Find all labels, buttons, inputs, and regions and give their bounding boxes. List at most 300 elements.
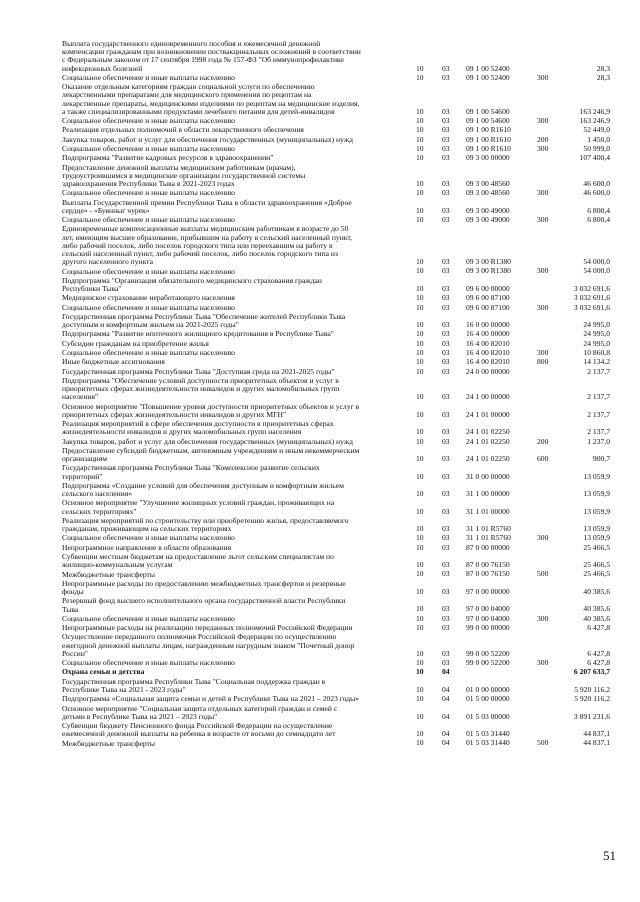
row-name: Государственная программа Республики Тыва "Комплексное развитие сельских территорий"	[62, 463, 320, 481]
row-subsection: 03	[442, 454, 450, 464]
row-section: 10	[416, 560, 424, 570]
row-target-code: 09 1 00 54600	[466, 116, 510, 126]
row-section: 10	[416, 506, 424, 516]
row-section: 10	[416, 134, 424, 144]
row-expense-type: 500	[537, 569, 549, 579]
table-row	[62, 633, 610, 658]
table-row	[62, 368, 610, 376]
table-row	[62, 349, 610, 357]
row-subsection: 03	[442, 106, 450, 116]
row-subsection: 03	[442, 533, 450, 543]
row-expense-type: 300	[537, 613, 549, 623]
row-subsection: 03	[442, 134, 450, 144]
row-subsection: 03	[442, 215, 450, 225]
row-section: 10	[416, 542, 424, 552]
row-subsection: 04	[442, 729, 450, 739]
row-name: Социальное обеспечение и иные выплаты населению	[62, 215, 235, 225]
table-row	[62, 464, 610, 480]
row-section: 10	[416, 205, 424, 215]
row-amount: 5 920 116,2	[574, 684, 610, 694]
row-name: Оказание отдельным категориям граждан социальной услуги по обеспечению лекарственными препаратами для медицинского применения по рецептам на лекарственные препараты, медицинскими изделиями по рецептам на медицинские изделия, а также специализированными продуктами лечебного питания для детей-инвалидов	[62, 82, 360, 116]
row-target-code: 09 3 00 49000	[466, 215, 510, 225]
row-target-code: 16 4 00 82010	[466, 338, 510, 348]
row-section: 10	[416, 338, 424, 348]
row-subsection: 03	[442, 604, 450, 614]
row-name: Государственная программа Республики Тыва "Доступная среда на 2021-2025 годы"	[62, 366, 335, 376]
row-section: 10	[416, 347, 424, 357]
row-target-code: 31 0 00 00000	[466, 471, 510, 481]
row-section: 10	[416, 143, 424, 153]
row-section: 10	[416, 257, 424, 267]
row-name: Выплаты Государственной премии Республики Тыва в области здравоохранения «Доброе сердце» - «Буянныг чурек»	[62, 197, 352, 215]
row-amount: 2 137,7	[587, 409, 610, 419]
table-row	[62, 126, 610, 134]
table-row	[62, 705, 610, 721]
row-name: Медицинское страхование неработающего населения	[62, 293, 235, 303]
row-amount: 6 427,8	[587, 623, 610, 633]
row-section: 10	[416, 648, 424, 658]
row-amount: 107 400,4	[579, 153, 610, 163]
row-section: 10	[416, 667, 424, 677]
row-amount: 13 059,9	[583, 524, 610, 534]
row-subsection: 03	[442, 569, 450, 579]
row-amount: 163 246,9	[579, 106, 610, 116]
row-subsection: 03	[442, 320, 450, 330]
row-target-code: 97 0 00 00000	[466, 586, 510, 596]
row-subsection: 04	[442, 667, 450, 677]
row-name: Социальное обеспечение и иные выплаты населению	[62, 613, 235, 623]
row-amount: 2 137,7	[587, 392, 610, 402]
row-section: 10	[416, 533, 424, 543]
row-subsection: 03	[442, 302, 450, 312]
row-subsection: 03	[442, 471, 450, 481]
row-section: 10	[416, 711, 424, 721]
row-expense-type: 300	[537, 215, 549, 225]
row-amount: 44 837,1	[583, 738, 610, 748]
row-subsection: 03	[442, 586, 450, 596]
table-row	[62, 447, 610, 463]
row-target-code: 16 4 00 82010	[466, 347, 510, 357]
row-name: Субсидии гражданам на приобретение жилья	[62, 338, 209, 348]
row-target-code: 99 0 00 00000	[466, 623, 510, 633]
row-section: 10	[416, 125, 424, 135]
row-section: 10	[416, 153, 424, 163]
row-subsection: 04	[442, 694, 450, 704]
table-row	[62, 358, 610, 366]
row-name: Субвенции местным бюджетам на предоставление льгот сельским специалистам по жилищно-коммунальным услугам	[62, 552, 334, 570]
row-amount: 10 860,8	[583, 347, 610, 357]
row-name: Социальное обеспечение и иные выплаты населению	[62, 658, 235, 668]
table-row	[62, 304, 610, 312]
table-row	[62, 624, 610, 632]
row-section: 10	[416, 427, 424, 437]
row-expense-type: 200	[537, 134, 549, 144]
row-name: Подпрограмма «Социальная защита семьи и детей в Республике Тыва на 2021 – 2023 годы»	[62, 694, 360, 704]
row-target-code: 31 1 00 00000	[466, 489, 510, 499]
row-amount: 54 000,0	[583, 266, 610, 276]
row-target-code: 24 1 01 02250	[466, 436, 510, 446]
row-target-code: 16 0 00 00000	[466, 320, 510, 330]
row-name: Подпрограмма "Развитие кадровых ресурсов в здравоохранении"	[62, 153, 274, 163]
row-expense-type: 300	[537, 143, 549, 153]
row-target-code: 09 3 00 48560	[466, 188, 510, 198]
row-section: 10	[416, 320, 424, 330]
row-amount: 25 466,5	[583, 560, 610, 570]
table-row	[62, 722, 610, 738]
row-subsection: 03	[442, 329, 450, 339]
table-row	[62, 74, 610, 82]
row-amount: 50 999,0	[583, 143, 610, 153]
row-name: Резервный фонд высшего исполнительного органа государственной власти Республики Тыва	[62, 596, 346, 614]
row-name: Межбюджетные трансферты	[62, 738, 155, 748]
row-name: Закупка товаров, работ и услуг для обеспечения государственных (муниципальных) нужд	[62, 134, 353, 144]
row-target-code: 09 3 00 00000	[466, 153, 510, 163]
row-section: 10	[416, 302, 424, 312]
row-section: 10	[416, 72, 424, 82]
row-name: Предоставление денежной выплаты медицинским работникам (врачам), трудоустроившимся в медицинские организации государственной системы здравоохранения Республики Тыва в 2021-2023 годах	[62, 162, 306, 188]
row-name: Подпрограмма "Развитие ипотечного жилищного кредитования в Республике Тыва"	[62, 329, 334, 339]
row-name: Непрограммные расходы на реализацию переданных полномочий Российской Федерации	[62, 623, 353, 633]
row-amount: 900,7	[592, 454, 610, 464]
row-amount: 1 237,0	[587, 436, 610, 446]
row-amount: 3 891 231,6	[573, 711, 610, 721]
row-section: 10	[416, 283, 424, 293]
row-amount: 40 385,6	[583, 613, 610, 623]
row-name: Социальное обеспечение и иные выплаты населению	[62, 188, 235, 198]
row-name: Межбюджетные трансферты	[62, 569, 155, 579]
row-subsection: 03	[442, 188, 450, 198]
row-target-code: 31 1 01 00000	[466, 506, 510, 516]
row-amount: 52 449,0	[583, 125, 610, 135]
row-expense-type: 800	[537, 357, 549, 367]
row-subsection: 03	[442, 178, 450, 188]
table-row	[62, 740, 610, 748]
row-section: 10	[416, 63, 424, 73]
row-section: 10	[416, 738, 424, 748]
row-expense-type: 600	[537, 454, 549, 464]
row-section: 10	[416, 524, 424, 534]
row-amount: 6 800,4	[587, 205, 610, 215]
row-amount: 46 600,0	[583, 188, 610, 198]
row-amount: 13 059,9	[583, 533, 610, 543]
row-name: Закупка товаров, работ и услуг для обеспечения государственных (муниципальных) нужд	[62, 436, 353, 446]
row-expense-type: 300	[537, 72, 549, 82]
page-number: 51	[603, 848, 616, 863]
row-subsection: 03	[442, 125, 450, 135]
row-name: Реализация мероприятий по строительству или приобретению жилья, предоставляемого гражданам, проживающим на сельских территориях	[62, 515, 349, 534]
row-amount: 24 995,0	[583, 329, 610, 339]
row-section: 10	[416, 586, 424, 596]
row-subsection: 03	[442, 366, 450, 376]
table-row	[62, 659, 610, 667]
row-section: 10	[416, 178, 424, 188]
row-target-code: 99 0 00 52200	[466, 648, 510, 658]
row-subsection: 03	[442, 257, 450, 267]
table-row	[62, 668, 610, 676]
row-target-code: 09 6 00 87100	[466, 302, 510, 312]
row-target-code: 99 0 00 52200	[466, 658, 510, 668]
row-amount: 3 032 691,6	[573, 283, 610, 293]
row-target-code: 01 5 03 00000	[466, 711, 510, 721]
row-amount: 2 137,7	[587, 366, 610, 376]
row-expense-type: 300	[537, 658, 549, 668]
row-section: 10	[416, 106, 424, 116]
row-section: 10	[416, 684, 424, 694]
table-row	[62, 615, 610, 623]
table-row	[62, 438, 610, 446]
row-subsection: 03	[442, 427, 450, 437]
row-amount: 40 385,6	[583, 604, 610, 614]
row-subsection: 04	[442, 738, 450, 748]
row-amount: 13 059,9	[583, 489, 610, 499]
table-row	[62, 340, 610, 348]
row-amount: 24 995,0	[583, 338, 610, 348]
row-section: 10	[416, 293, 424, 303]
table-row	[62, 294, 610, 302]
row-target-code: 09 1 00 R1610	[466, 143, 511, 153]
table-row	[62, 199, 610, 215]
row-subsection: 03	[442, 409, 450, 419]
row-subsection: 03	[442, 293, 450, 303]
row-name: Подпрограмма "Обеспечение условий доступности приоритетных объектов и услуг в приоритетных сферах жизнедеятельности инвалидов и других маломобильных групп населения"	[62, 375, 340, 402]
row-subsection: 03	[442, 613, 450, 623]
row-amount: 13 059,9	[583, 506, 610, 516]
row-section: 10	[416, 409, 424, 419]
table-row	[62, 377, 610, 402]
row-name: Социальное обеспечение и иные выплаты населению	[62, 533, 235, 543]
row-subsection: 03	[442, 623, 450, 633]
row-subsection: 03	[442, 153, 450, 163]
row-target-code: 24 0 00 00000	[466, 366, 510, 376]
table-row	[62, 553, 610, 569]
row-subsection: 03	[442, 560, 450, 570]
row-section: 10	[416, 188, 424, 198]
row-target-code: 97 0 00 04000	[466, 613, 510, 623]
row-amount: 6 427,8	[587, 658, 610, 668]
row-name: Выплата государственного единовременного пособия и ежемесячной денежной компенсации гражданам при возникновении поствакцинальных осложнений в соответствии с Федеральным законом от 17 сентября 1998 года № 157-ФЗ "Об иммунопрофилактике инфекционных болезней	[62, 39, 361, 73]
row-section: 10	[416, 613, 424, 623]
row-target-code: 09 1 00 R1610	[466, 125, 511, 135]
table-row	[62, 597, 610, 613]
row-target-code: 16 4 00 82010	[466, 357, 510, 367]
row-name: Реализация мероприятий в сфере обеспечения доступности в приоритетных сферах жизнедеятельности инвалидов и других маломобильных групп населения	[62, 419, 334, 437]
row-subsection: 03	[442, 506, 450, 516]
row-target-code: 01 0 00 00000	[466, 684, 510, 694]
row-target-code: 09 1 00 R1610	[466, 134, 511, 144]
row-amount: 44 837,1	[583, 729, 610, 739]
row-expense-type: 300	[537, 266, 549, 276]
row-subsection: 03	[442, 357, 450, 367]
row-subsection: 03	[442, 143, 450, 153]
row-name: Социальное обеспечение и иные выплаты населению	[62, 302, 235, 312]
table-row	[62, 154, 610, 162]
row-subsection: 03	[442, 648, 450, 658]
row-amount: 54 000,0	[583, 257, 610, 267]
table-row	[62, 216, 610, 224]
row-section: 10	[416, 489, 424, 499]
row-target-code: 09 3 00 48560	[466, 178, 510, 188]
row-section: 10	[416, 623, 424, 633]
row-target-code: 01 5 03 31440	[466, 738, 510, 748]
row-expense-type: 200	[537, 436, 549, 446]
row-subsection: 03	[442, 338, 450, 348]
row-subsection: 03	[442, 489, 450, 499]
row-subsection: 03	[442, 347, 450, 357]
row-target-code: 01 5 00 00000	[466, 694, 510, 704]
row-subsection: 03	[442, 392, 450, 402]
row-target-code: 16 4 00 00000	[466, 329, 510, 339]
row-target-code: 31 1 01 R5760	[466, 533, 511, 543]
table-row	[62, 403, 610, 419]
row-section: 10	[416, 266, 424, 276]
row-section: 10	[416, 454, 424, 464]
row-section: 10	[416, 729, 424, 739]
row-subsection: 03	[442, 266, 450, 276]
table-row	[62, 571, 610, 579]
row-name: Осуществление переданного полномочия Российской Федерации по осуществлению ежегодной денежной выплаты лицам, награжденным нагрудным знаком "Почетный донор России"	[62, 632, 355, 658]
row-amount: 28,3	[596, 72, 610, 82]
row-name: Социальное обеспечение и иные выплаты населению	[62, 348, 235, 357]
table-row	[62, 136, 610, 144]
row-amount: 163 246,9	[579, 116, 610, 126]
row-target-code: 87 0 00 00000	[466, 542, 510, 552]
row-name: Государственная программа Республики Тыва "Социальная поддержка граждан в Республике Тыва на 2021 - 2023 годы"	[62, 676, 326, 694]
row-section: 10	[416, 694, 424, 704]
row-name: Основное мероприятие "Социальная защита отдельных категорий граждан и семей с детьми в Республике Тыва на 2021 – 2023 годы"	[62, 703, 338, 721]
row-target-code: 09 6 00 00000	[466, 283, 510, 293]
row-amount: 40 385,6	[583, 586, 610, 596]
row-name: Государственная программа Республики Тыва "Обеспечение жителей Республики Тыва доступным и комфортным жильем на 2021-2025 годы"	[62, 311, 346, 330]
row-amount: 25 466,5	[583, 569, 610, 579]
row-section: 10	[416, 471, 424, 481]
row-subsection: 03	[442, 436, 450, 446]
table-row	[62, 189, 610, 197]
row-section: 10	[416, 604, 424, 614]
row-section: 10	[416, 329, 424, 339]
table-row	[62, 534, 610, 542]
row-subsection: 04	[442, 684, 450, 694]
row-section: 10	[416, 436, 424, 446]
row-name: Основное мероприятие "Повышение уровня доступности приоритетных объектов и услуг в приоритетных сферах жизнедеятельности инвалидов и других МГН"	[62, 401, 360, 419]
row-target-code: 09 3 00 R1380	[466, 257, 511, 267]
row-name: Социальное обеспечение и иные выплаты населению	[62, 266, 235, 276]
row-expense-type: 300	[537, 533, 549, 543]
row-amount: 46 600,0	[583, 178, 610, 188]
row-section: 10	[416, 357, 424, 367]
row-name: Подпрограмма «Создание условий для обеспечения доступным и комфортным жильем сельского населения»	[62, 480, 344, 499]
row-section: 10	[416, 392, 424, 402]
row-name: Социальное обеспечение и иные выплаты населению	[62, 144, 235, 153]
row-target-code: 24 1 01 02250	[466, 454, 510, 464]
row-expense-type: 500	[537, 738, 549, 748]
row-target-code: 97 0 00 04000	[466, 604, 510, 614]
row-target-code: 09 3 00 R1380	[466, 266, 511, 276]
row-subsection: 03	[442, 116, 450, 126]
table-row	[62, 517, 610, 533]
row-target-code: 09 3 00 49000	[466, 205, 510, 215]
row-target-code: 87 0 00 76150	[466, 569, 510, 579]
row-name: Основное мероприятие "Улучшение жилищных условий граждан, проживающих на сельских территориях"	[62, 498, 335, 516]
row-target-code: 31 1 01 R5760	[466, 524, 511, 534]
row-amount: 28,3	[596, 63, 610, 73]
row-name: Предоставление субсидий бюджетным, автономным учреждениям и иным некоммерческим организациям	[62, 445, 360, 464]
table-row	[62, 580, 610, 596]
row-amount: 3 032 691,6	[573, 302, 610, 312]
row-amount: 25 466,5	[583, 542, 610, 552]
row-subsection: 04	[442, 711, 450, 721]
row-subsection: 03	[442, 524, 450, 534]
table-row	[62, 268, 610, 276]
row-expense-type: 300	[537, 347, 549, 357]
table-row	[62, 225, 610, 266]
row-amount: 1 450,0	[587, 134, 610, 144]
table-row	[62, 678, 610, 694]
row-subsection: 03	[442, 658, 450, 668]
row-target-code: 09 1 00 52400	[466, 63, 510, 73]
row-amount: 14 134,2	[583, 357, 610, 367]
row-target-code: 87 0 00 76150	[466, 560, 510, 570]
row-name: Социальное обеспечение и иные выплаты населению	[62, 72, 235, 82]
row-target-code: 24 1 01 02250	[466, 427, 510, 437]
row-section: 10	[416, 569, 424, 579]
row-name: Социальное обеспечение и иные выплаты населению	[62, 116, 235, 126]
table-row	[62, 330, 610, 338]
row-subsection: 03	[442, 72, 450, 82]
row-amount: 6 207 633,7	[573, 667, 610, 677]
row-amount: 3 032 691,6	[573, 293, 610, 303]
row-target-code: 24 1 00 00000	[466, 392, 510, 402]
row-name: Реализация отдельных полномочий в области лекарственного обеспечения	[62, 125, 304, 135]
row-section: 10	[416, 366, 424, 376]
table-row	[62, 544, 610, 552]
row-expense-type: 300	[537, 116, 549, 126]
row-name: Непрограммное направление в области образования	[62, 542, 232, 552]
row-section: 10	[416, 116, 424, 126]
table-row	[62, 117, 610, 125]
row-amount: 24 995,0	[583, 320, 610, 330]
row-target-code: 09 1 00 54600	[466, 106, 510, 116]
row-target-code: 01 5 03 31440	[466, 729, 510, 739]
row-target-code: 24 1 01 00000	[466, 409, 510, 419]
row-section: 10	[416, 215, 424, 225]
table-row	[62, 40, 610, 73]
row-name: Подпрограмма "Организация обязательного медицинского страхования граждан Республики Тыва"	[62, 275, 322, 293]
table-row	[62, 695, 610, 703]
table-row	[62, 83, 610, 116]
row-name: Иные бюджетные ассигнования	[62, 357, 165, 367]
row-name: Охрана семьи и детства	[62, 667, 145, 677]
row-name: Субвенции бюджету Пенсионного фонда Российской Федерации на осуществление ежемесячной денежной выплаты на ребенка в возрасте от восьми до семнадцати лет	[62, 721, 336, 739]
row-amount: 6 800,4	[587, 215, 610, 225]
row-amount: 5 920 116,2	[574, 694, 610, 704]
table-row	[62, 277, 610, 293]
row-expense-type: 300	[537, 188, 549, 198]
row-name: Непрограммные расходы по предоставлению межбюджетных трансфертов и резервные фонды	[62, 578, 346, 596]
table-row	[62, 164, 610, 189]
row-amount: 6 427,8	[587, 648, 610, 658]
row-target-code: 09 1 00 52400	[466, 72, 510, 82]
table-row	[62, 499, 610, 515]
row-subsection: 03	[442, 283, 450, 293]
table-row	[62, 145, 610, 153]
table-row	[62, 420, 610, 436]
table-row	[62, 313, 610, 329]
row-section: 10	[416, 658, 424, 668]
row-amount: 13 059,9	[583, 471, 610, 481]
row-subsection: 03	[442, 205, 450, 215]
row-expense-type: 300	[537, 302, 549, 312]
row-target-code: 09 6 00 87100	[466, 293, 510, 303]
